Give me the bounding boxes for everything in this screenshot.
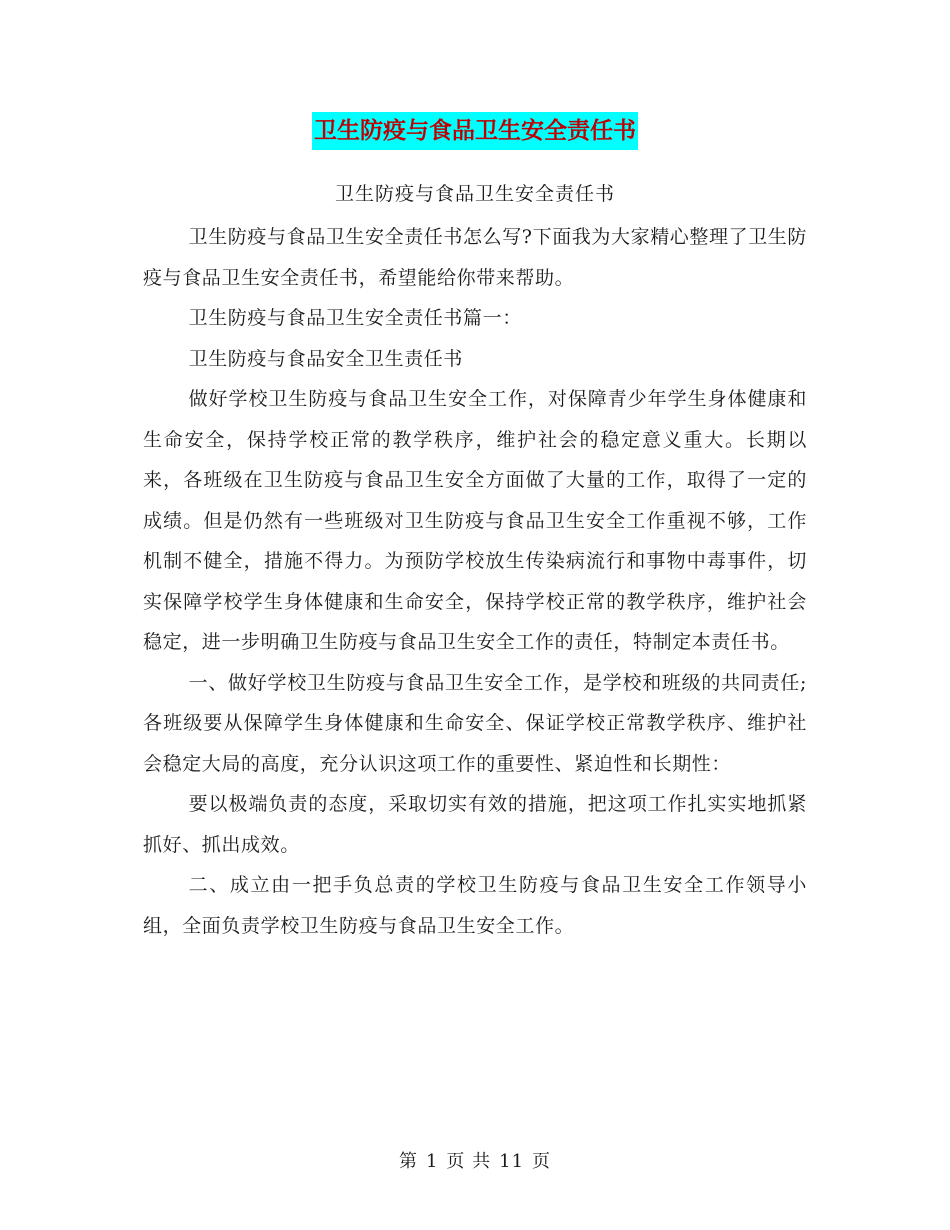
document-body <box>143 217 807 946</box>
paragraph-clause-one: 一、做好学校卫生防疫与食品卫生安全工作，是学校和班级的共同责任;各班级要从保障学生身体健康和生命安全、保证学校正常教学秩序、维护社会稳定大局的高度，充分认识这项工作的重要性、紧迫性和长期性： <box>143 671 807 775</box>
document-title: 卫生防疫与食品卫生安全责任书 <box>312 112 638 150</box>
paragraph-clause-one-continued: 要以极端负责的态度，采取切实有效的措施，把这项工作扎实实地抓紧抓好、抓出成效。 <box>143 793 807 856</box>
paragraph-section-heading: 卫生防疫与食品卫生安全责任书篇一： <box>188 307 522 329</box>
title-block <box>0 112 950 150</box>
paragraph-intro: 卫生防疫与食品卫生安全责任书怎么写?下面我为大家精心整理了卫生防疫与食品卫生安全责任书，希望能给你带来帮助。 <box>143 226 807 289</box>
footer-page-number: 1 <box>425 1151 439 1172</box>
paragraph-subheading: 卫生防疫与食品安全卫生责任书 <box>188 347 463 370</box>
footer-prefix: 第 <box>398 1151 418 1172</box>
paragraph-background: 做好学校卫生防疫与食品卫生安全工作，对保障青少年学生身体健康和生命安全，保持学校正常的教学秩序，维护社会的稳定意义重大。长期以来，各班级在卫生防疫与食品卫生安全方面做了大量的工作，取得了一定的成绩。但是仍然有一些班级对卫生防疫与食品卫生安全工作重视不够，工作机制不健全，措施不得力。为预防学校放生传染病流行和事物中毒事件，切实保障学校学生身体健康和生命安全，保持学校正常的教学秩序，维护社会稳定，进一步明确卫生防疫与食品卫生安全工作的责任，特制定本责任书。 <box>143 388 807 653</box>
footer-mid: 页 共 <box>446 1151 492 1172</box>
footer-suffix: 页 <box>532 1151 552 1172</box>
document-subtitle: 卫生防疫与食品卫生安全责任书 <box>334 183 615 205</box>
page-footer <box>0 1150 950 1174</box>
footer-total-pages: 11 <box>499 1151 525 1172</box>
paragraph-clause-two: 二、成立由一把手负总责的学校卫生防疫与食品卫生安全工作领导小组，全面负责学校卫生防疫与食品卫生安全工作。 <box>143 874 807 937</box>
